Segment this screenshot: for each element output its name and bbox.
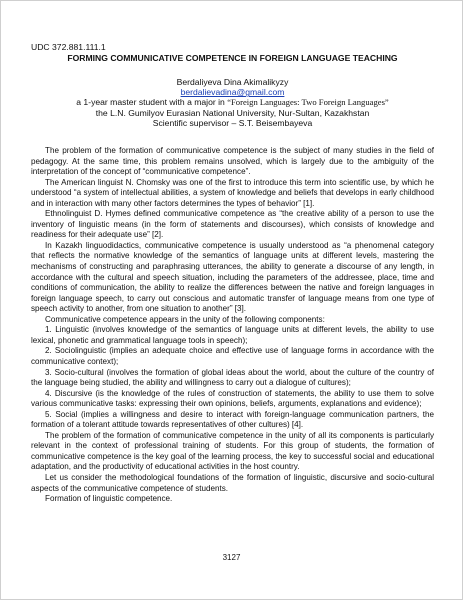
paragraph: Communicative competence appears in the unity of the following components: xyxy=(45,314,325,324)
scientific-supervisor: Scientific supervisor – S.T. Beisembayeva xyxy=(152,117,313,128)
paper-title: FORMING COMMUNICATIVE COMPETENCE IN FOREIGN LANGUAGE TEACHING xyxy=(67,53,398,63)
paragraph: Let us consider the methodological foundations of the formation of linguistic, discursive and socio-cultural aspects of the communicative competence of students. xyxy=(31,472,434,493)
list-item: 4. Discursive (is the knowledge of the rules of construction of statements, the ability to use them to solve various communicative tasks: expressing their own opinions, beliefs, arguments, explanations and evidence); xyxy=(31,388,434,409)
udc-code: UDC 372.881.111.1 xyxy=(31,42,106,52)
paragraph: In Kazakh linguodidactics, communicative competence is usually understood as “a phenomenal category that reflects the normative knowledge of the semantics of language units at different levels, mastering the mechanisms of constructing and paraphrasing utterances, the ability to generate a discourse of any length, in accordance with the cultural and speech situation, including the parameters of the addressee, place, time and conditions of communication, the ability to realize the differences between the native and foreign languages in foreign language speech, to carry out conscious and automatic transfer of language means from one type of speech activity to another, from one situation to another” [3]. xyxy=(31,240,434,314)
list-item: 3. Socio-cultural (involves the formation of global ideas about the world, about the culture of the country of the language being studied, the ability and willingness to carry out a dialogue of cultures); xyxy=(31,367,434,388)
article-body xyxy=(31,146,434,505)
list-item: 2. Sociolinguistic (implies an adequate choice and effective use of language forms in accordance with the communicative context); xyxy=(31,346,434,366)
paragraph: The problem of the formation of communicative competence is the subject of many studies in the field of pedagogy. At the same time, this problem remains unsolved, which is largely due to the ambiguity of the interpretation of the concept of “communicative competence”. xyxy=(31,146,434,177)
paragraph: The problem of the formation of communicative competence in the unity of all its components is particularly relevant in the context of professional training of students. For this group of students, the formation of communicative competence is the key goal of the learning process, the key to successful social and educational adaptation, and the productivity of educational activities in the host country. xyxy=(31,430,434,472)
page-content xyxy=(31,42,434,505)
author-email-link[interactable]: berdalievadina@gmail.com xyxy=(180,87,285,98)
author-role xyxy=(31,97,434,107)
list-item: 1. Linguistic (involves knowledge of the semantics of language units at different levels, the ability to use lexical, phonetic and grammatical language tools in speech); xyxy=(31,325,434,345)
paragraph: Ethnolinguist D. Hymes defined communicative competence as “the creative ability of a person to use the inventory of linguistic means (in the form of statements and discourses), which consists of knowledge and readiness for their adequate use” [2]. xyxy=(31,209,434,240)
author-role-prefix: a 1-year master student with a major in xyxy=(76,97,228,108)
paragraph: Formation of linguistic competence. xyxy=(45,494,173,504)
author-block xyxy=(31,77,434,128)
author-affiliation: the L.N. Gumilyov Eurasian National University, Nur-Sultan, Kazakhstan xyxy=(95,107,370,118)
list-item: 5. Social (implies a willingness and desire to interact with foreign-language communication partners, the formation of a tolerant attitude towards representatives of other cultures) [4]. xyxy=(31,409,434,430)
page-number: 3127 xyxy=(222,553,241,562)
author-role-major: “Foreign Languages: Two Foreign Languages” xyxy=(227,97,389,108)
paragraph: The American linguist N. Chomsky was one of the first to introduce this term into scientific use, by which he understood “a system of intellectual abilities, a system of knowledge and beliefs that develops in early childhood and in interaction with many other factors determines the types of behavior” [1]. xyxy=(31,177,434,208)
author-name: Berdaliyeva Dina Akimalikyzy xyxy=(176,77,289,87)
